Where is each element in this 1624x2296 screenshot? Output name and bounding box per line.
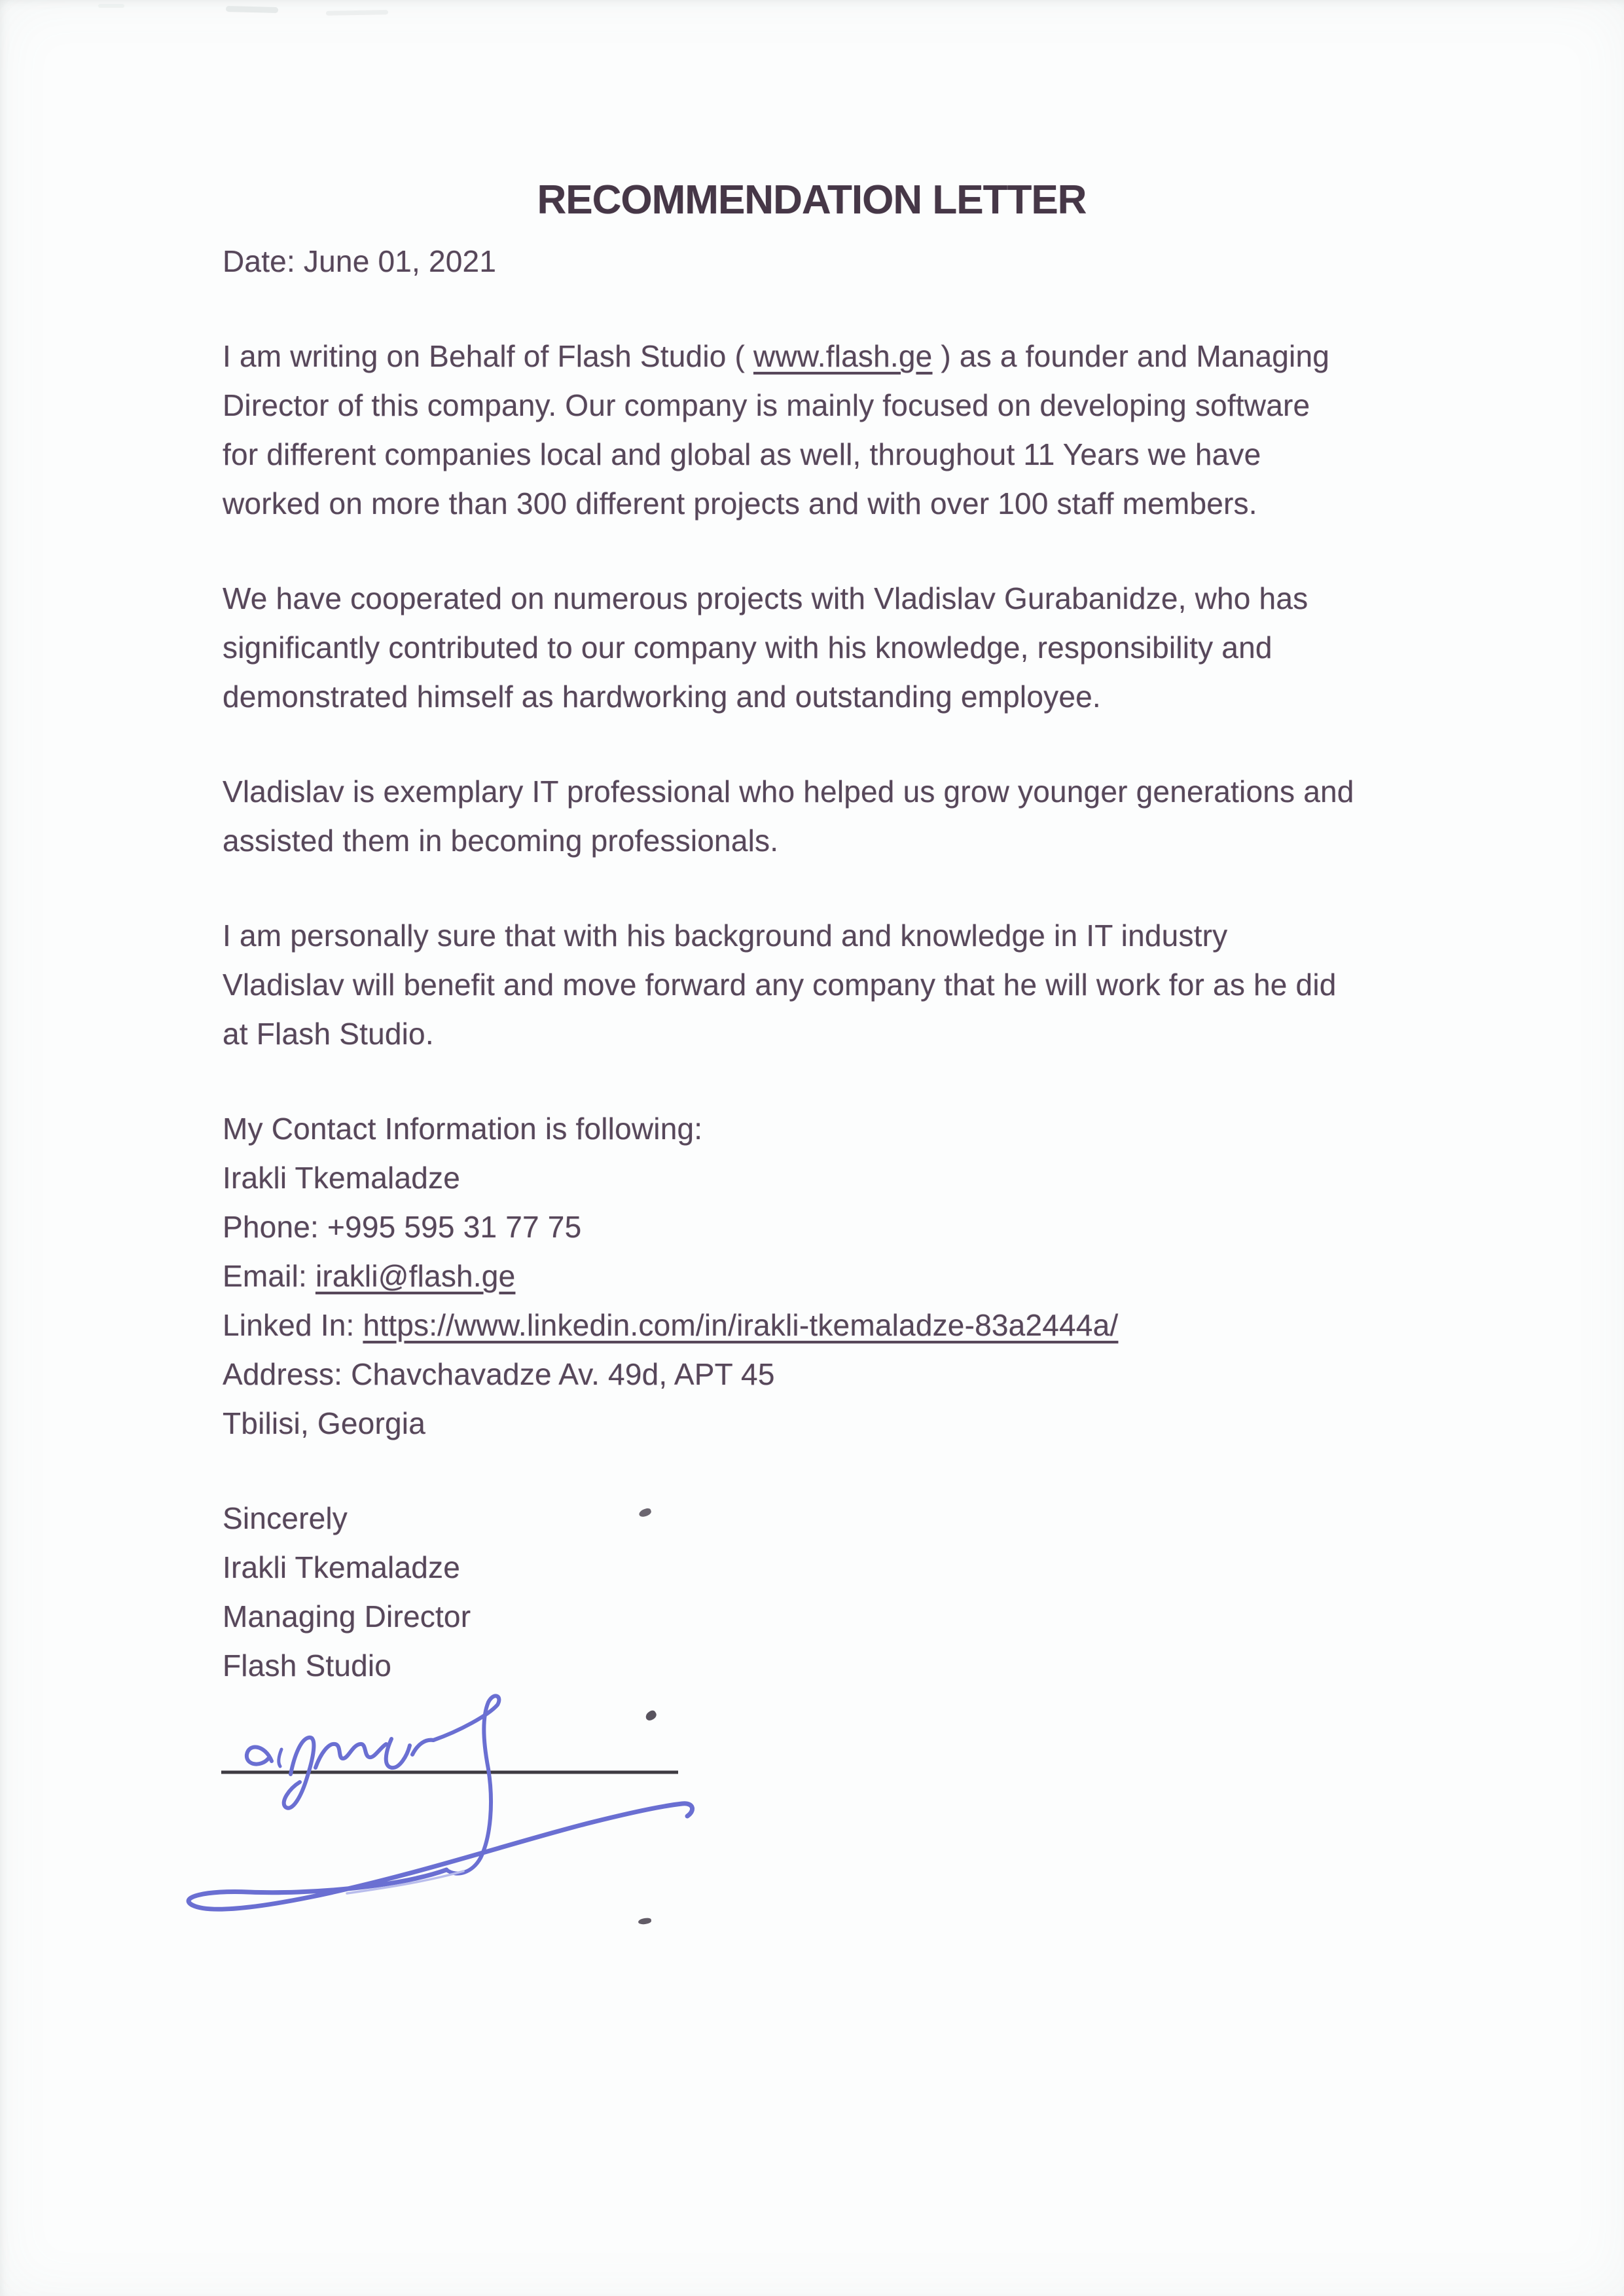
closing-sincerely: Sincerely: [223, 1501, 348, 1535]
scan-artifact: [226, 6, 278, 13]
paragraph-3: [223, 767, 1453, 866]
linkedin-link[interactable]: https://www.linkedin.com/in/irakli-tkemaladze-83a2444a/: [363, 1308, 1119, 1342]
paragraph-line: [223, 332, 1453, 381]
paragraph-line: for different companies local and global as well, throughout 11 Years we have: [223, 437, 1261, 471]
contact-linkedin-line: [223, 1301, 1453, 1350]
date-line: Date: June 01, 2021: [223, 244, 497, 278]
paragraph-4: [223, 911, 1453, 1059]
paragraph-1: [223, 332, 1453, 528]
linkedin-label: Linked In:: [223, 1308, 363, 1342]
contact-email-line: [223, 1252, 1453, 1301]
contact-intro: My Contact Information is following:: [223, 1112, 703, 1146]
contact-phone: Phone: +995 595 31 77 75: [223, 1210, 582, 1244]
flash-website-link[interactable]: www.flash.ge: [753, 339, 933, 373]
closing-company: Flash Studio: [223, 1649, 392, 1683]
letter-title: RECOMMENDATION LETTER: [537, 177, 1087, 223]
paragraph-line: worked on more than 300 different projects and with over 100 staff members.: [223, 486, 1257, 520]
contact-block: [223, 1104, 1453, 1448]
letter-body: [223, 237, 1453, 1690]
paragraph-line: at Flash Studio.: [223, 1017, 434, 1051]
paragraph-line: demonstrated himself as hardworking and outstanding employee.: [223, 680, 1101, 714]
contact-city: Tbilisi, Georgia: [223, 1406, 425, 1440]
closing-role: Managing Director: [223, 1599, 471, 1633]
scan-artifact: [326, 10, 388, 16]
paragraph-line: assisted them in becoming professionals.: [223, 824, 779, 858]
paragraph-line: Vladislav is exemplary IT professional who helped us grow younger generations and: [223, 774, 1354, 809]
paragraph-2: [223, 574, 1453, 721]
signature-ink: [189, 1696, 692, 1909]
paragraph-line: We have cooperated on numerous projects with Vladislav Gurabanidze, who has: [223, 581, 1308, 615]
email-link[interactable]: irakli@flash.ge: [315, 1259, 516, 1293]
p1-line1-post: ) as a founder and Managing: [932, 339, 1330, 373]
p1-line1-pre: I am writing on Behalf of Flash Studio (: [223, 339, 754, 373]
paragraph-line: Director of this company. Our company is mainly focused on developing software: [223, 388, 1310, 422]
closing-block: [223, 1494, 1453, 1690]
contact-address: Address: Chavchavadze Av. 49d, APT 45: [223, 1357, 775, 1391]
date-block: [223, 237, 1453, 286]
paragraph-line: Vladislav will benefit and move forward any company that he will work for as he did: [223, 968, 1337, 1002]
contact-name: Irakli Tkemaladze: [223, 1161, 461, 1195]
scan-artifact: [98, 4, 124, 8]
closing-name: Irakli Tkemaladze: [223, 1550, 461, 1584]
paragraph-line: I am personally sure that with his background and knowledge in IT industry: [223, 919, 1228, 953]
email-label: Email:: [223, 1259, 316, 1293]
paragraph-line: significantly contributed to our company with his knowledge, responsibility and: [223, 630, 1272, 665]
